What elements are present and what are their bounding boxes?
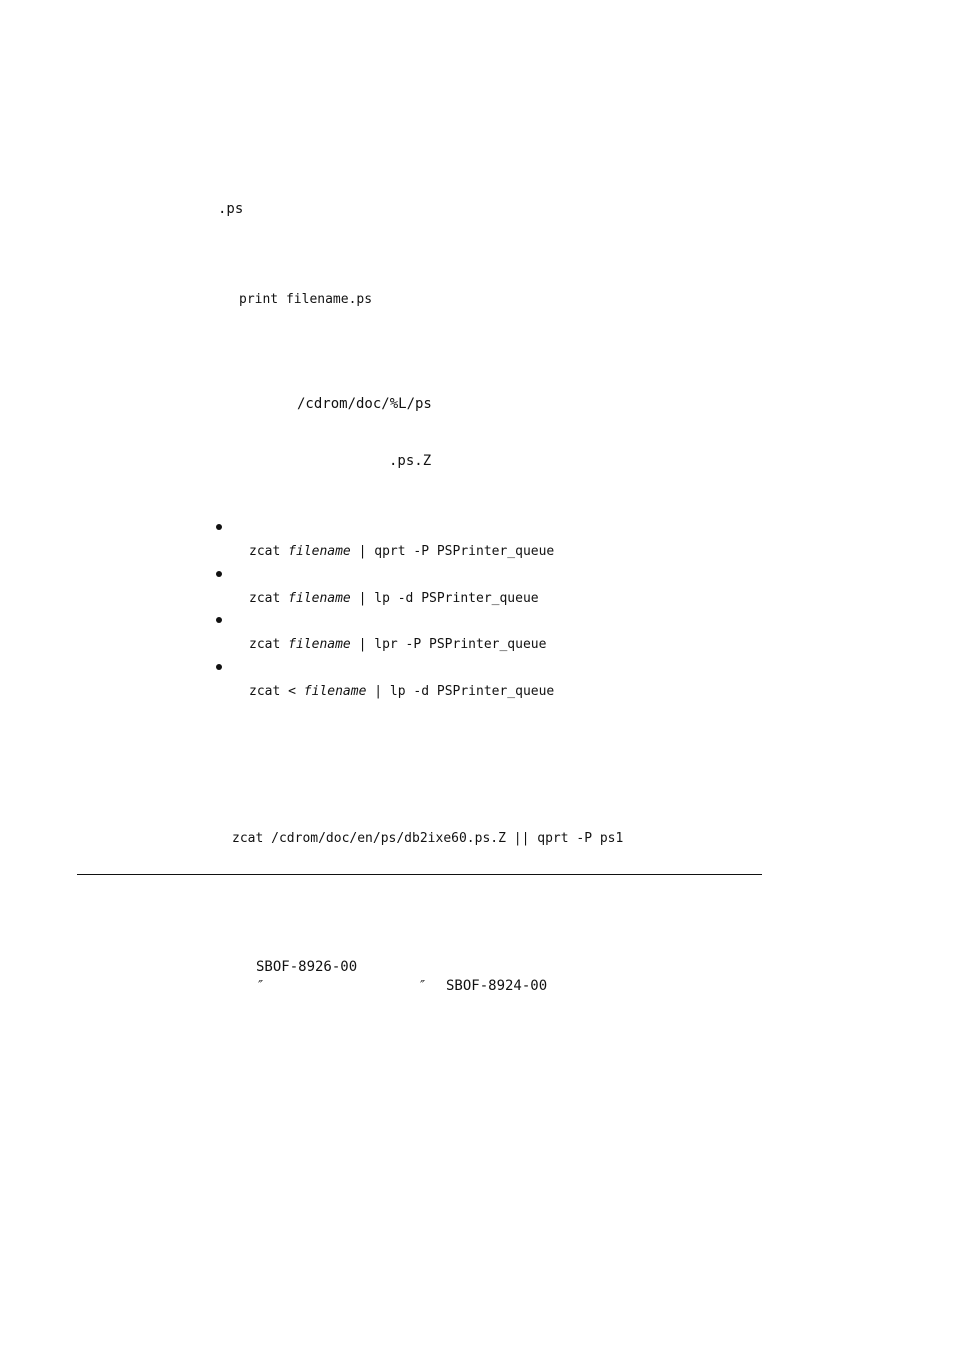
part-number-1: SBOF-8926-00 bbox=[256, 959, 358, 975]
bullet-icon bbox=[216, 617, 222, 623]
bullet-icon bbox=[216, 524, 222, 530]
command-line bbox=[249, 638, 546, 651]
command-argument: filename bbox=[288, 591, 351, 606]
command-suffix: | lp -d PSPrinter_queue bbox=[350, 591, 539, 606]
print-command: print filename.ps bbox=[239, 292, 373, 307]
command-prefix: zcat bbox=[249, 637, 289, 652]
ditto-open: ″ bbox=[255, 979, 263, 994]
cdrom-path: /cdrom/doc/%L/ps bbox=[297, 396, 432, 412]
command-suffix: | lp -d PSPrinter_queue bbox=[366, 684, 555, 699]
command-suffix: | qprt -P PSPrinter_queue bbox=[350, 544, 555, 559]
command-line bbox=[249, 592, 539, 605]
command-suffix: | lpr -P PSPrinter_queue bbox=[350, 637, 547, 652]
footnote-divider bbox=[77, 874, 762, 875]
command-argument: filename bbox=[288, 544, 351, 559]
part-number-2: SBOF-8924-00 bbox=[446, 978, 548, 994]
psz-extension: .ps.Z bbox=[389, 453, 432, 469]
command-argument: filename bbox=[288, 637, 351, 652]
command-prefix: zcat bbox=[249, 544, 289, 559]
command-prefix: zcat bbox=[249, 591, 289, 606]
bullet-icon bbox=[216, 664, 222, 670]
ps-extension: .ps bbox=[218, 201, 244, 217]
command-argument: filename bbox=[303, 684, 367, 699]
command-prefix: zcat < bbox=[249, 684, 304, 699]
bullet-icon bbox=[216, 571, 222, 577]
command-line bbox=[249, 545, 554, 558]
example-command: zcat /cdrom/doc/en/ps/db2ixe60.ps.Z || qprt -P ps1 bbox=[232, 831, 624, 846]
command-line bbox=[249, 685, 554, 698]
ditto-close: ″ bbox=[417, 979, 425, 994]
